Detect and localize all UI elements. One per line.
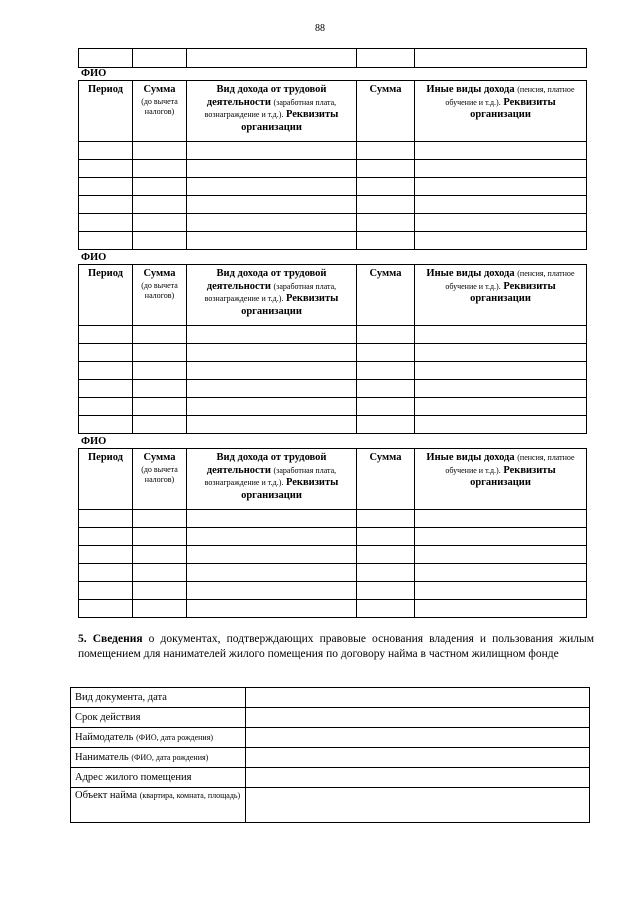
table-cell[interactable]: [133, 160, 187, 178]
table-cell[interactable]: [79, 232, 133, 250]
table-cell[interactable]: [79, 326, 133, 344]
table-row: [71, 748, 590, 768]
table-cell[interactable]: [415, 546, 587, 564]
table-cell[interactable]: [187, 326, 357, 344]
table-cell[interactable]: [133, 416, 187, 434]
table-cell[interactable]: [133, 362, 187, 380]
table-cell[interactable]: [357, 600, 415, 618]
section-number: 5.: [78, 633, 87, 645]
header-sum: Сумма (до вычета налогов): [133, 265, 187, 326]
table-cell[interactable]: [415, 326, 587, 344]
table-cell[interactable]: [357, 380, 415, 398]
table-cell[interactable]: [79, 600, 133, 618]
header-other-income: Иные виды дохода (пенсия, платное обучение и т.д.). Реквизиты организации: [415, 265, 587, 326]
table-cell[interactable]: [357, 546, 415, 564]
header-period: Период: [79, 449, 133, 510]
table-cell[interactable]: [187, 344, 357, 362]
table-cell[interactable]: [357, 49, 415, 68]
fio-label: ФИО: [81, 252, 107, 263]
header-other-income: Иные виды дохода (пенсия, платное обучение и т.д.). Реквизиты организации: [415, 449, 587, 510]
table-cell[interactable]: [79, 344, 133, 362]
table-cell[interactable]: [187, 160, 357, 178]
table-cell[interactable]: [415, 564, 587, 582]
table-cell[interactable]: [133, 49, 187, 68]
table-cell[interactable]: [187, 232, 357, 250]
table-cell[interactable]: [357, 160, 415, 178]
value-cell[interactable]: [246, 708, 590, 728]
table-cell[interactable]: [357, 528, 415, 546]
table-row: [79, 344, 587, 362]
table-cell[interactable]: [133, 178, 187, 196]
table-cell[interactable]: [79, 196, 133, 214]
table-row: [79, 380, 587, 398]
table-cell[interactable]: [415, 49, 587, 68]
value-cell[interactable]: [246, 768, 590, 788]
section-title: Сведения: [92, 633, 143, 645]
table-cell[interactable]: [187, 49, 357, 68]
table-cell[interactable]: [415, 600, 587, 618]
table-cell[interactable]: [357, 232, 415, 250]
header-period: Период: [79, 265, 133, 326]
table-row: [79, 582, 587, 600]
table-cell[interactable]: [133, 600, 187, 618]
table-cell[interactable]: [187, 510, 357, 528]
table-cell[interactable]: [415, 362, 587, 380]
table-row: [71, 728, 590, 748]
table-cell[interactable]: [187, 416, 357, 434]
fio-label: ФИО: [81, 436, 107, 447]
table-cell[interactable]: [79, 160, 133, 178]
table-cell[interactable]: [415, 510, 587, 528]
table-cell[interactable]: [187, 546, 357, 564]
table-cell[interactable]: [187, 214, 357, 232]
row-label: Вид документа, дата: [71, 688, 246, 708]
table-cell[interactable]: [133, 232, 187, 250]
table-row: [71, 788, 590, 823]
table-row: [71, 708, 590, 728]
table-cell[interactable]: [79, 582, 133, 600]
table-cell[interactable]: [133, 344, 187, 362]
table-cell[interactable]: [415, 232, 587, 250]
table-cell[interactable]: [133, 528, 187, 546]
table-cell[interactable]: [187, 600, 357, 618]
table-row: [79, 510, 587, 528]
value-cell[interactable]: [246, 728, 590, 748]
table-cell[interactable]: [133, 582, 187, 600]
row-label: Наниматель (ФИО, дата рождения): [71, 748, 246, 768]
table-cell[interactable]: [79, 362, 133, 380]
table-cell[interactable]: [415, 380, 587, 398]
row-label: Наймодатель (ФИО, дата рождения): [71, 728, 246, 748]
table-cell[interactable]: [357, 196, 415, 214]
income-table-1: [78, 80, 587, 250]
header-period: Период: [79, 81, 133, 142]
table-cell[interactable]: [187, 142, 357, 160]
fio-label: ФИО: [81, 68, 107, 79]
table-row: [79, 214, 587, 232]
header-sum-2: Сумма: [357, 449, 415, 510]
table-cell[interactable]: [187, 398, 357, 416]
table-cell[interactable]: [79, 214, 133, 232]
table-cell[interactable]: [133, 380, 187, 398]
table-row: [79, 178, 587, 196]
table-row: [79, 142, 587, 160]
housing-documents-table: [70, 687, 590, 823]
value-cell[interactable]: [246, 688, 590, 708]
table-cell[interactable]: [357, 362, 415, 380]
table-cell[interactable]: [79, 178, 133, 196]
header-income-type: Вид дохода от трудовой деятельности (заработная плата, вознаграждение и т.д.). Реквизиты организации: [187, 81, 357, 142]
row-label: Срок действия: [71, 708, 246, 728]
table-cell[interactable]: [133, 510, 187, 528]
table-row: [79, 416, 587, 434]
table-cell[interactable]: [133, 546, 187, 564]
table-cell[interactable]: [357, 344, 415, 362]
table-cell[interactable]: [357, 564, 415, 582]
table-cell[interactable]: [133, 564, 187, 582]
table-cell[interactable]: [79, 142, 133, 160]
table-cell[interactable]: [79, 528, 133, 546]
table-cell[interactable]: [79, 398, 133, 416]
table-cell[interactable]: [415, 398, 587, 416]
table-cell[interactable]: [357, 582, 415, 600]
table-cell[interactable]: [357, 510, 415, 528]
row-label: Адрес жилого помещения: [71, 768, 246, 788]
row-label: Объект найма (квартира, комната, площадь): [71, 788, 246, 823]
header-row: [79, 81, 587, 142]
header-other-income: Иные виды дохода (пенсия, платное обучение и т.д.). Реквизиты организации: [415, 81, 587, 142]
table-row: [79, 232, 587, 250]
table-row: [79, 398, 587, 416]
table-cell[interactable]: [187, 582, 357, 600]
table-row: [79, 362, 587, 380]
table-row: [79, 600, 587, 618]
table-cell[interactable]: [79, 546, 133, 564]
header-income-type: Вид дохода от трудовой деятельности (заработная плата, вознаграждение и т.д.). Реквизиты организации: [187, 449, 357, 510]
table-cell[interactable]: [133, 326, 187, 344]
table-cell[interactable]: [187, 178, 357, 196]
table-cell[interactable]: [357, 416, 415, 434]
header-sum: Сумма (до вычета налогов): [133, 449, 187, 510]
header-row: [79, 449, 587, 510]
value-cell[interactable]: [246, 788, 590, 823]
table-row: [71, 768, 590, 788]
table-cell[interactable]: [415, 344, 587, 362]
table-cell[interactable]: [133, 214, 187, 232]
table-row: [79, 528, 587, 546]
table-row: [79, 49, 587, 68]
value-cell[interactable]: [246, 748, 590, 768]
income-table-3: [78, 448, 587, 618]
table-cell[interactable]: [415, 214, 587, 232]
header-sum: Сумма (до вычета налогов): [133, 81, 187, 142]
table-cell[interactable]: [357, 178, 415, 196]
table-cell[interactable]: [357, 398, 415, 416]
header-row: [79, 265, 587, 326]
table-cell[interactable]: [415, 142, 587, 160]
table-cell[interactable]: [133, 398, 187, 416]
income-table-2: [78, 264, 587, 434]
table-row: [79, 196, 587, 214]
table-cell[interactable]: [357, 326, 415, 344]
table-cell[interactable]: [79, 564, 133, 582]
table-row: [79, 546, 587, 564]
table-cell[interactable]: [415, 416, 587, 434]
table-cell[interactable]: [187, 380, 357, 398]
table-cell[interactable]: [133, 196, 187, 214]
table-cell[interactable]: [187, 196, 357, 214]
section-text: о документах, подтверждающих правовые основания владения и пользования жилым помещением для нанимателей жилого помещения по договору найма в частном жилищном фонде: [78, 633, 595, 660]
table-cell[interactable]: [357, 142, 415, 160]
table-cell[interactable]: [79, 510, 133, 528]
table-row: [79, 564, 587, 582]
header-sum-2: Сумма: [357, 81, 415, 142]
table-cell[interactable]: [415, 582, 587, 600]
table-cell[interactable]: [415, 196, 587, 214]
table-cell[interactable]: [415, 178, 587, 196]
section-5-heading: [78, 632, 594, 662]
header-income-type: Вид дохода от трудовой деятельности (заработная плата, вознаграждение и т.д.). Реквизиты организации: [187, 265, 357, 326]
table-cell[interactable]: [415, 160, 587, 178]
table-row: [71, 688, 590, 708]
table-cell[interactable]: [187, 362, 357, 380]
table-row: [79, 326, 587, 344]
table-cell[interactable]: [415, 528, 587, 546]
table-cell[interactable]: [187, 528, 357, 546]
table-cell[interactable]: [133, 142, 187, 160]
page-number: 88: [315, 23, 325, 34]
table-cell[interactable]: [79, 416, 133, 434]
header-sum-2: Сумма: [357, 265, 415, 326]
table-cell[interactable]: [187, 564, 357, 582]
table-row: [79, 160, 587, 178]
previous-table-continuation: [78, 48, 587, 68]
table-cell[interactable]: [79, 380, 133, 398]
table-cell[interactable]: [79, 49, 133, 68]
table-cell[interactable]: [357, 214, 415, 232]
